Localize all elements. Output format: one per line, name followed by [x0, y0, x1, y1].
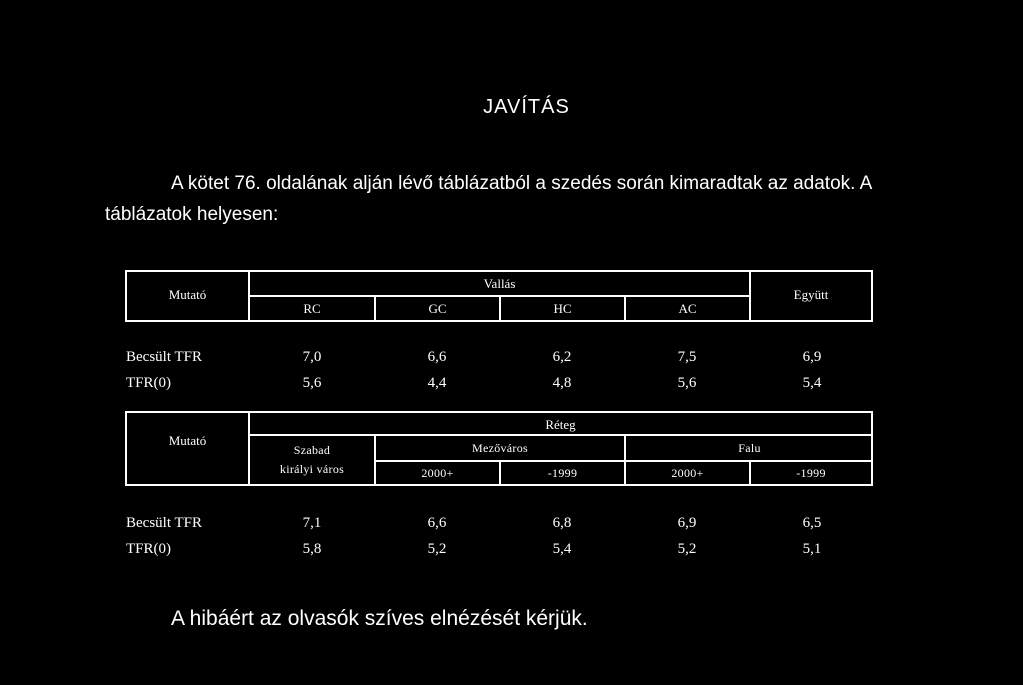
table1-col-header: GC — [428, 301, 447, 316]
table2-village-header: Falu — [738, 441, 761, 455]
table1-col-header: RC — [303, 301, 321, 316]
table2-market-town-header: Mezőváros — [471, 441, 528, 455]
table-cell: 5,6 — [302, 375, 322, 391]
intro-line-2: táblázatok helyesen: — [105, 204, 279, 225]
row-label: Becsült TFR — [126, 349, 202, 365]
table-cell: 6,6 — [427, 349, 447, 365]
table-cell: 7,0 — [302, 349, 322, 365]
table2-subcol-header: -1999 — [796, 466, 826, 480]
table-cell: 5,4 — [802, 375, 822, 391]
table1-group-header: Vallás — [483, 276, 516, 291]
table1-col-header: AC — [678, 301, 697, 316]
row-label: TFR(0) — [126, 375, 171, 391]
table2-subcol-header: 2000+ — [421, 466, 454, 480]
table-cell: 6,2 — [552, 349, 572, 365]
table-cell: 7,5 — [677, 349, 697, 365]
footer-apology: A hibáért az olvasók szíves elnézését kérjük. — [171, 607, 588, 630]
table2-divider — [248, 434, 873, 436]
table-cell: 5,2 — [427, 541, 447, 557]
table-cell: 6,8 — [552, 515, 572, 531]
table2-subcol-header: -1999 — [547, 466, 578, 480]
table-cell: 5,2 — [677, 541, 697, 557]
table-cell: 6,5 — [802, 515, 822, 531]
table-cell: 4,4 — [427, 375, 447, 391]
table-cell: 6,9 — [802, 349, 822, 365]
table2-indicator-header: Mutató — [168, 433, 207, 448]
table1-col-header: HC — [553, 301, 572, 316]
row-label: TFR(0) — [126, 541, 171, 557]
table-cell: 6,6 — [427, 515, 447, 531]
table1-divider — [248, 295, 751, 297]
table2-group-header: Réteg — [545, 417, 576, 432]
table-cell: 5,8 — [302, 541, 322, 557]
table-cell: 5,1 — [802, 541, 822, 557]
table-cell: 7,1 — [302, 515, 322, 531]
page-title: JAVÍTÁS — [483, 96, 570, 118]
row-label: Becsült TFR — [126, 515, 202, 531]
table1-indicator-header: Mutató — [168, 287, 207, 302]
table-cell: 5,6 — [677, 375, 697, 391]
intro-line-1: A kötet 76. oldalának alján lévő táblázatból a szedés során kimaradtak az adatok. A — [171, 173, 873, 194]
table2-free-city-header-line1: Szabad — [293, 443, 331, 457]
table-cell: 4,8 — [552, 375, 572, 391]
table-cell: 5,4 — [552, 541, 572, 557]
table1-total-header: Együtt — [793, 287, 829, 302]
table2-subcol-header: 2000+ — [671, 466, 704, 480]
table-cell: 6,9 — [677, 515, 697, 531]
table2-free-city-header-line2: királyi város — [279, 462, 345, 476]
